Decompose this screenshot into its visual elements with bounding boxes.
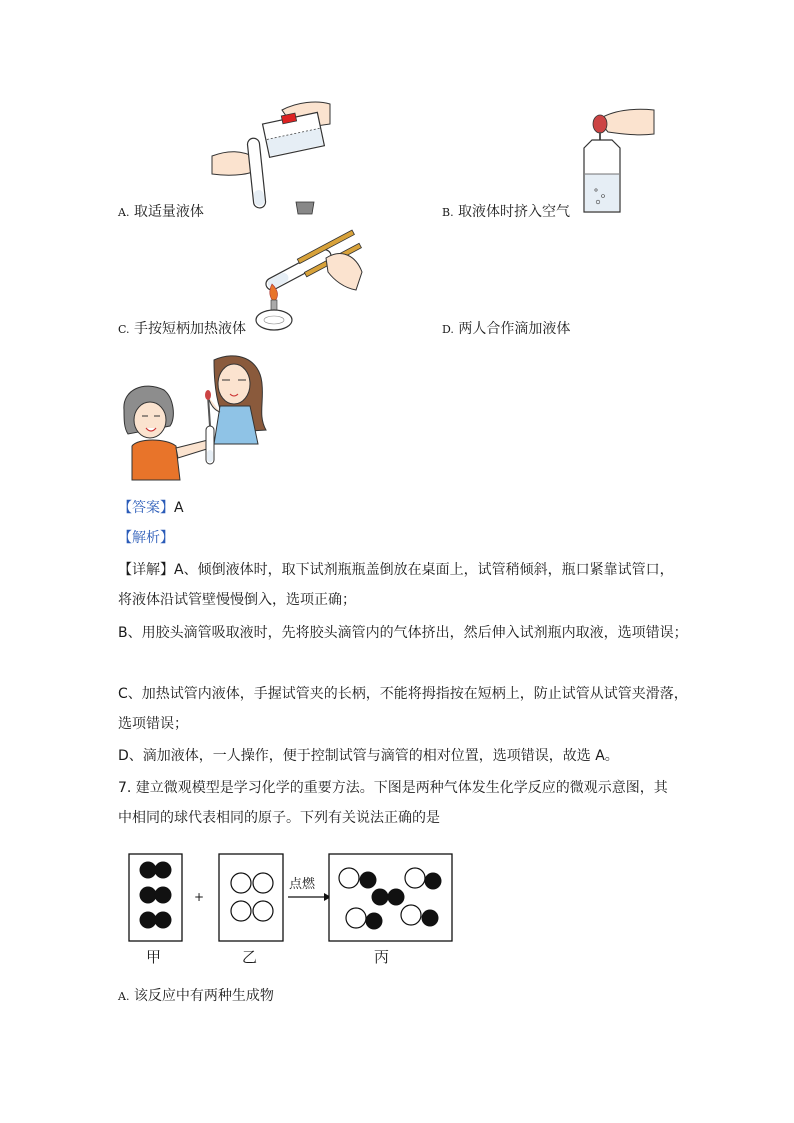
detail-line-1: 【详解】A、倾倒液体时，取下试剂瓶瓶盖倒放在桌面上，试管稍倾斜，瓶口紧靠试管口， bbox=[118, 562, 674, 578]
two-people-dropping-illustration bbox=[118, 350, 268, 480]
black-atom bbox=[140, 912, 157, 929]
white-atom bbox=[231, 901, 251, 921]
pouring-liquid-illustration bbox=[212, 98, 342, 214]
black-atom bbox=[372, 889, 389, 906]
label-bing: 丙 bbox=[374, 948, 390, 966]
question-7-line-2: 中相同的球代表相同的原子。下列有关说法正确的是 bbox=[118, 810, 440, 826]
detail-line-6: D、滴加液体，一人操作，便于控制试管与滴管的相对位置，选项错误，故选 A。 bbox=[118, 748, 619, 764]
white-atom bbox=[253, 873, 273, 893]
white-atom bbox=[339, 868, 359, 888]
label-yi: 乙 bbox=[242, 948, 258, 966]
answer-value: A bbox=[174, 500, 184, 516]
option-b-q6: B. 取液体时挤入空气 bbox=[442, 204, 571, 220]
white-atom bbox=[405, 868, 425, 888]
black-atom bbox=[140, 887, 157, 904]
detail-line-2: 将液体沿试管壁慢慢倒入，选项正确； bbox=[118, 592, 356, 608]
black-atom bbox=[155, 912, 172, 929]
black-atom bbox=[425, 873, 442, 890]
detail-line-5: 选项错误； bbox=[118, 716, 188, 732]
detail-line-3: B、用胶头滴管吸取液时，先将胶头滴管内的气体挤出，然后伸入试剂瓶内取液，选项错误； bbox=[118, 625, 688, 641]
black-atom bbox=[360, 872, 377, 889]
white-atom bbox=[253, 901, 273, 921]
answer-line: 【答案】A bbox=[118, 500, 184, 516]
white-atom bbox=[401, 905, 421, 925]
black-atom bbox=[366, 913, 383, 930]
answer-label: 答案 bbox=[132, 500, 160, 516]
black-atom bbox=[388, 889, 405, 906]
detail-line-4: C、加热试管内液体，手握试管夹的长柄，不能将拇指按在短柄上，防止试管从试管夹滑落， bbox=[118, 686, 688, 702]
white-atom bbox=[346, 908, 366, 928]
white-atom bbox=[231, 873, 251, 893]
option-d-q6: D. 两人合作滴加液体 bbox=[442, 321, 571, 337]
black-atom bbox=[422, 910, 439, 927]
plus-sign: + bbox=[194, 890, 205, 904]
detail-label: 详解 bbox=[132, 562, 160, 578]
black-atom bbox=[155, 887, 172, 904]
reaction-diagram bbox=[118, 848, 468, 948]
option-c-q6: C. 手按短柄加热液体 bbox=[118, 321, 246, 337]
dropper-bottle-illustration bbox=[578, 104, 658, 216]
heating-test-tube-illustration bbox=[252, 228, 364, 334]
option-a-q7: A. 该反应中有两种生成物 bbox=[118, 988, 274, 1004]
option-a-q6: A. 取适量液体 bbox=[118, 204, 204, 220]
condition-label: 点燃 bbox=[289, 877, 316, 892]
question-7-line-1: 7. 建立微观模型是学习化学的重要方法。下图是两种气体发生化学反应的微观示意图，其 bbox=[118, 780, 668, 796]
label-jia: 甲 bbox=[146, 948, 162, 966]
box-yi bbox=[219, 854, 283, 941]
black-atom bbox=[155, 862, 172, 879]
analysis-heading: 【解析】 bbox=[118, 530, 174, 546]
black-atom bbox=[140, 862, 157, 879]
